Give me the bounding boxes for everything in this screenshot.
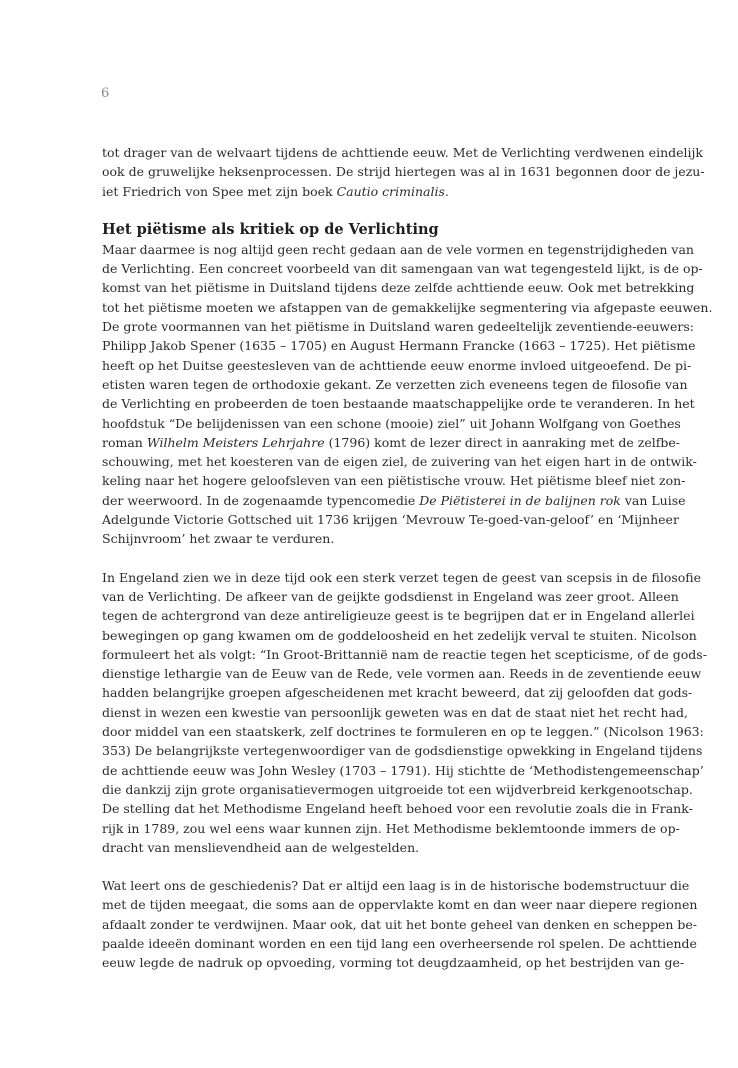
paragraph-spacer: [102, 549, 638, 568]
text-line: de achttiende eeuw was John Wesley (1703 – 1791). Hij stichtte de ‘Methodistengemeenschap’: [102, 762, 704, 778]
text-line: Adelgunde Victorie Gottsched uit 1736 krijgen ‘Mevrouw Te-goed-van-geloof’ en ‘Mijnheer: [102, 512, 679, 528]
book-title: De Piëtisterei in de balijnen rok: [419, 492, 621, 508]
paragraph-pietism: [102, 240, 713, 549]
text-line: Maar daarmee is nog altijd geen recht gedaan aan de vele vormen en tegenstrijdigheden van: [102, 241, 694, 257]
text-line: formuleert het als volgt: “In Groot-Brittannië nam de reactie tegen het scepticisme, of de gods-: [102, 646, 707, 662]
text-line: Wat leert ons de geschiedenis? Dat er altijd een laag is in de historische bodemstructuur die: [102, 878, 690, 894]
text-line: door middel van een staatskerk, zelf doctrines te formuleren en op te leggen.” (Nicolson 1963:: [102, 724, 704, 740]
text-line: De stelling dat het Methodisme Engeland heeft behoed voor een revolutie zoals die in Frank-: [102, 801, 693, 817]
text-line: rijk in 1789, zou wel eens waar kunnen zijn. Het Methodisme beklemtoonde immers de op-: [102, 820, 680, 836]
text-line: 353) De belangrijkste vertegenwoordiger van de godsdienstige opwekking in Engeland tijdens: [102, 743, 703, 759]
text-line: met de tijden meegaat, die soms aan de oppervlakte komt en dan weer naar diepere regionen: [102, 897, 698, 913]
text-line: dienstige lethargie van de Eeuw van de Rede, vele vormen aan. Reeds in de zeventiende eeuw: [102, 666, 702, 682]
section-heading: Het piëtisme als kritiek op de Verlichting: [102, 220, 439, 238]
page-body: [102, 143, 713, 973]
text-line: schouwing, met het koesteren van de eigen ziel, de zuivering van het eigen hart in de ontwik-: [102, 454, 697, 470]
text-line: tegen de achtergrond van deze antireligieuze geest is te begrijpen dat er in Engeland allerlei: [102, 608, 695, 624]
text-line: die dankzij zijn grote organisatievermogen uitgroeide tot een wijdverbreid kerkgenootschap.: [102, 781, 693, 797]
paragraph-intro: [102, 143, 705, 201]
text-line: de Verlichting en probeerden de toen bestaande maatschappelijke orde te veranderen. In het: [102, 396, 695, 412]
paragraph-spacer: [102, 857, 638, 876]
text-line: dracht van menslievendheid aan de welgestelden.: [102, 839, 420, 855]
text-line: der weerwoord. In de zogenaamde typencomedie De Piëtisterei in de balijnen rok van Luise: [102, 492, 686, 508]
text-line: iet Friedrich von Spee met zijn boek Cautio criminalis.: [102, 183, 449, 199]
paragraph-england: [102, 568, 707, 857]
text-line: tot drager van de welvaart tijdens de achttiende eeuw. Met de Verlichting verdwenen eindelijk: [102, 145, 703, 160]
text-line: ook de gruwelijke heksenprocessen. De strijd hiertegen was al in 1631 begonnen door de jezu-: [102, 164, 705, 180]
book-title: Cautio criminalis: [336, 183, 445, 199]
text-line: de Verlichting. Een concreet voorbeeld van dit samengaan van wat tegengesteld lijkt, is de op-: [102, 261, 703, 277]
text-line: De grote voormannen van het piëtisme in Duitsland waren gedeeltelijk zeventiende-eeuwers:: [102, 319, 694, 335]
text-line: eeuw legde de nadruk op opvoeding, vorming tot deugdzaamheid, op het bestrijden van ge-: [102, 955, 685, 971]
text-line: tot het piëtisme moeten we afstappen van de gemakkelijke segmentering via afgepaste eeuwen.: [102, 299, 713, 315]
text-line: Schijnvroom’ het zwaar te verduren.: [102, 531, 335, 547]
text-line: etisten waren tegen de orthodoxie gekant. Ze verzetten zich eveneens tegen de filosofie van: [102, 376, 688, 392]
text-line: paalde ideeën dominant worden en een tijd lang een overheersende rol spelen. De achttiende: [102, 935, 697, 951]
text-line: dienst in wezen een kwestie van persoonlijk geweten was en dat de staat niet het recht had,: [102, 704, 688, 720]
text-line: keling naar het hogere geloofsleven van een piëtistische vrouw. Het piëtisme bleef niet zon-: [102, 473, 686, 489]
text-line: heeft op het Duitse geestesleven van de achttiende eeuw enorme invloed uitgeoefend. De pi-: [102, 357, 692, 373]
text-line: bewegingen op gang kwamen om de goddeloosheid en het zedelijk verval te stuiten. Nicolson: [102, 627, 697, 643]
text-line: afdaalt zonder te verdwijnen. Maar ook, dat uit het bonte geheel van denken en scheppen be-: [102, 916, 698, 932]
text-line: In Engeland zien we in deze tijd ook een sterk verzet tegen de geest van scepsis in de filosofie: [102, 569, 702, 585]
text-line: van de Verlichting. De afkeer van de geijkte godsdienst in Engeland was zeer groot. Alleen: [102, 588, 679, 604]
text-line: roman Wilhelm Meisters Lehrjahre (1796) komt de lezer direct in aanraking met de zelfbe-: [102, 434, 680, 450]
text-line: hoofdstuk “De belijdenissen van een schone (mooie) ziel” uit Johann Wolfgang von Goethes: [102, 415, 681, 431]
text-line: hadden belangrijke groepen afgescheidenen met kracht beweerd, dat zij geloofden dat gods-: [102, 685, 693, 701]
page-number: 6: [101, 86, 110, 101]
paragraph-history: [102, 876, 698, 972]
book-title: Wilhelm Meisters Lehrjahre: [146, 434, 325, 450]
text-line: komst van het piëtisme in Duitsland tijdens deze zelfde achttiende eeuw. Ook met betrekking: [102, 280, 695, 296]
text-line: Philipp Jakob Spener (1635 – 1705) en August Hermann Francke (1663 – 1725). Het piëtisme: [102, 338, 696, 354]
